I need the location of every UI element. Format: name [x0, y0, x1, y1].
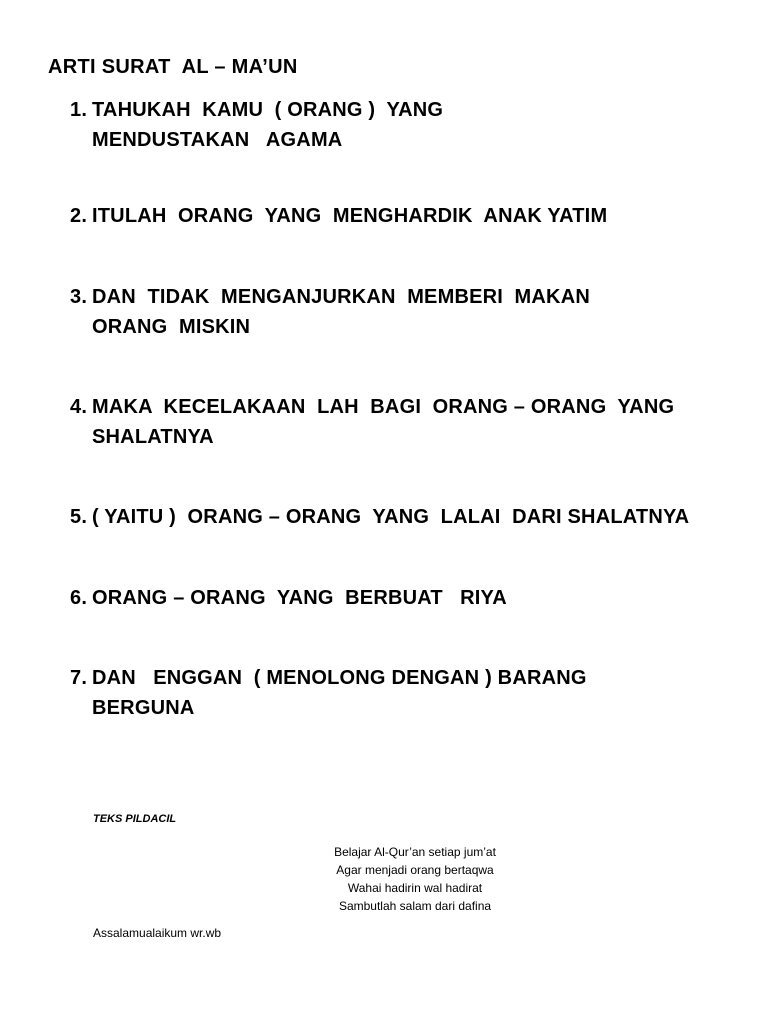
list-item	[70, 392, 760, 452]
item-number: 6.	[70, 587, 88, 609]
item-number: 4.	[70, 396, 88, 418]
list-item	[70, 95, 760, 155]
item-number: 7.	[70, 667, 88, 689]
poem-block	[250, 843, 580, 915]
list-item	[70, 502, 760, 532]
poem-line: Agar menjadi orang bertaqwa	[336, 863, 494, 877]
item-text: DAN TIDAK MENGANJURKAN MEMBERI MAKAN ORANG MISKIN	[92, 286, 590, 338]
item-text: MAKA KECELAKAAN LAH BAGI ORANG – ORANG YANG SHALATNYA	[92, 396, 675, 448]
list-item	[70, 282, 760, 342]
teks-pildacil-label: TEKS PILDACIL	[93, 813, 177, 825]
item-text: ORANG – ORANG YANG BERBUAT RIYA	[92, 587, 507, 609]
list-item	[70, 583, 760, 613]
poem-line: Sambutlah salam dari dafina	[338, 899, 492, 913]
item-number: 3.	[70, 286, 88, 308]
item-text: TAHUKAH KAMU ( ORANG ) YANG MENDUSTAKAN AGAMA	[92, 99, 444, 151]
item-text: DAN ENGGAN ( MENOLONG DENGAN ) BARANG BERGUNA	[92, 667, 587, 719]
list-item	[70, 201, 760, 231]
item-number: 2.	[70, 205, 88, 227]
document-title: ARTI SURAT AL – MA’UN	[48, 56, 298, 78]
list-item	[70, 663, 760, 723]
item-number: 5.	[70, 506, 88, 528]
poem-line: Wahai hadirin wal hadirat	[347, 881, 483, 895]
item-number: 1.	[70, 99, 88, 121]
poem-line: Belajar Al-Qur’an setiap jum’at	[334, 845, 496, 859]
item-text: ( YAITU ) ORANG – ORANG YANG LALAI DARI SHALATNYA	[92, 506, 690, 528]
greeting-text: Assalamualaikum wr.wb	[93, 926, 222, 940]
item-text: ITULAH ORANG YANG MENGHARDIK ANAK YATIM	[92, 205, 608, 227]
